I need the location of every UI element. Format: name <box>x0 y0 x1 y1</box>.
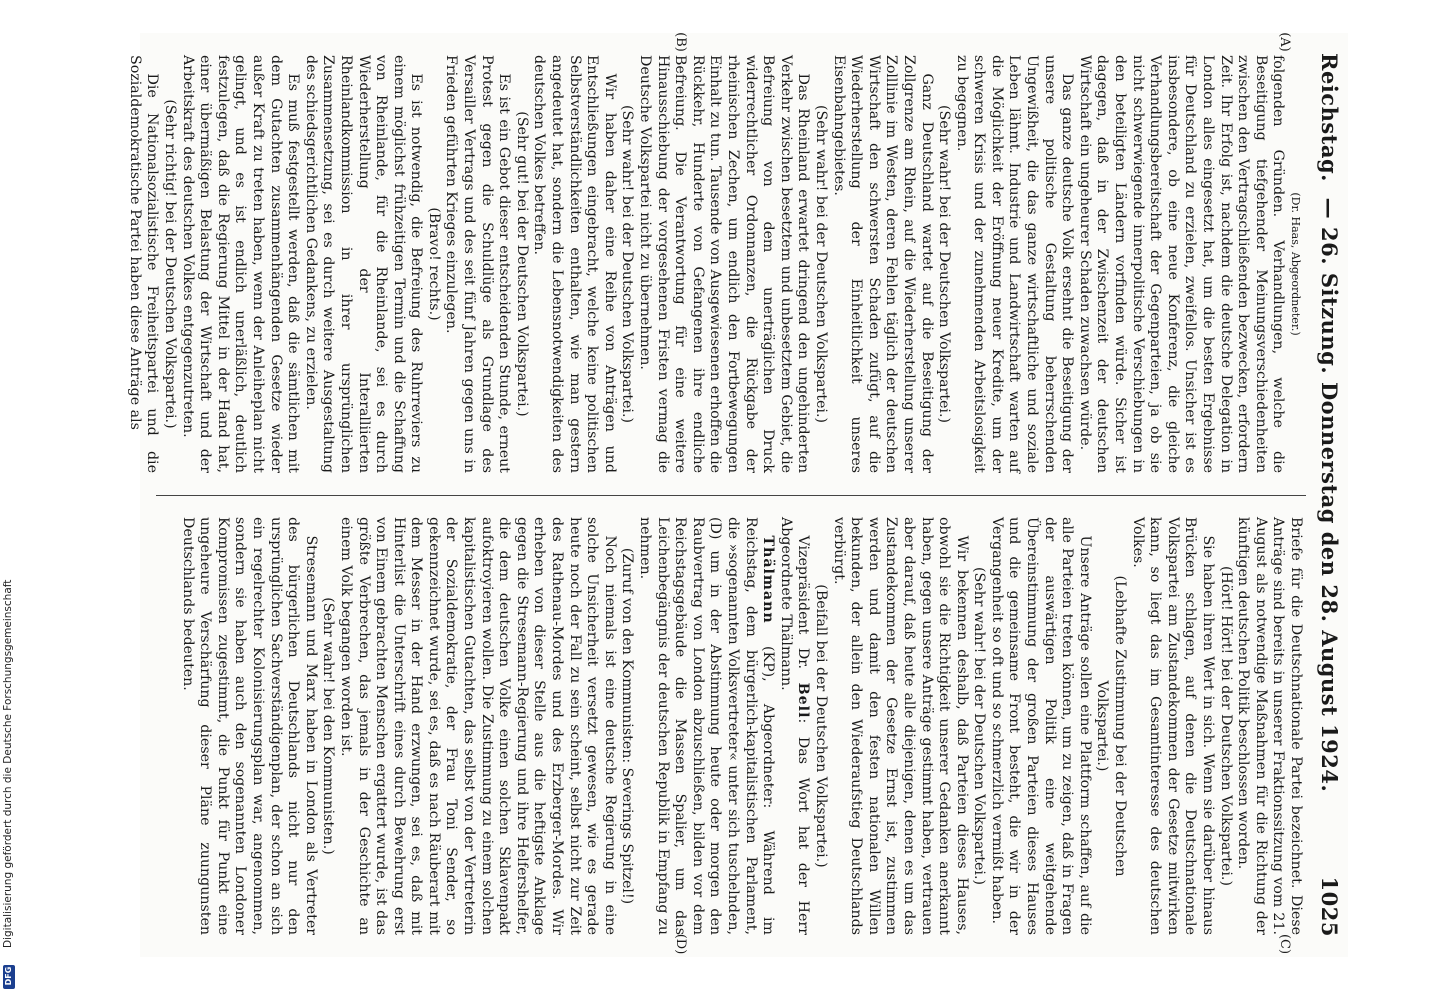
text-column-right <box>154 517 1304 935</box>
speaker-intro-suffix: : Das Wort hat der Herr Abgeordnete Thälmann. <box>777 517 812 935</box>
dfg-logo <box>3 965 15 989</box>
reaction: (Sehr wahr! bei der Deutschen Volkspartei.) <box>619 104 636 424</box>
reaction: (Sehr wahr! bei den Kommunisten.) <box>320 597 337 855</box>
reaction: (Zuruf von den Kommunisten: Severings Spitzel!) <box>619 547 636 905</box>
reaction: Volkspartei.) <box>1094 680 1111 772</box>
digitization-credit-text: Digitalisierung gefördert durch die Deutsche Forschungsgemeinschaft <box>2 579 14 948</box>
margin-marker-a: (A) <box>1277 32 1292 52</box>
speaker-name-bell: Bell <box>795 682 812 719</box>
paragraph: folgenden Gründen. Verhandlungen, welche die Beseitigung tiefgehender Meinungsverschiedenheiten zwischen den Vertragschließenden bezwecken, erfordern Zeit. Ihr Erfolg ist, nachdem die deutsche Delegation in London alles eingesetzt hat, um die besten Ergebnisse für Deutschland zu erzielen, zweifellos. Unsicher ist es insbesondere, ob eine neue Konferenz, die gleiche Verhandlungsbereitschaft der Gegenparteien, ja ob sie nicht schwerwiegende innerpolitische Verschiebungen in den beteiligten Ländern vorfinden würde. Sicher ist dagegen, daß in der Zwischenzeit der deutschen Wirtschaft ein ungeheurer Schaden zuwachsen würde. <box>1076 55 1287 473</box>
reaction: (Beifall bei der Deutschen Volkspartei.) <box>812 584 829 868</box>
paragraph: Es ist ein Gebot dieser entscheidenden Stunde, erneut Protest gegen die Schuldlüge als Grundlage des Versailler Vertrags und des seit fünf Jahren gegen uns in Frieden geführten Krieges einzulegen. <box>443 55 513 473</box>
paragraph: Wir bekennen deshalb, daß Parteien dieses Hauses, obwohl sie die Richtigkeit unserer Gedanken anerkannt haben, gegen unsere Anträge gestimmt haben, vertrauen aber darauf, daß heute alle diejenigen, denen es um das Zustandekommen der Gesetze Ernst ist, zustimmen werden und damit den festen nationalen Willen bekunden, der allein den Wiederaufstieg Deutschlands verbürgt. <box>830 517 970 935</box>
paragraph: Ganz Deutschland wartet auf die Beseitigung der Zollgrenze am Rhein, auf die Wiederherstellung unserer Zolllinie im Westen, deren Fehlen täglich der deutschen Wirtschaft den schwersten Schaden zufügt, auf die Wiederherstellung der Einheitlichkeit unseres Eisenbahngebietes. <box>830 55 935 473</box>
reaction: (Sehr wahr! bei der Deutschen Volkspartei.) <box>812 104 829 424</box>
page-header <box>1314 53 1342 937</box>
margin-marker-b: (B) <box>673 32 688 52</box>
speech-text: (KP), Abgeordneter: Während im Reichstag, dem bürgerlich-kapitalistischen Parlament, die »sogenannten Volksvertreter« unter sich tuschelnden, (D) um in der Abstimmung heute oder morgen den Raubvertrag von London abzuschließen, bilden vor dem Reichstagsgebäude die Massen Spalier, um das Leichenbegängnis der deutschen Republik in Empfang zu nehmen. <box>637 517 777 935</box>
header-session: — 26. Sitzung. Donnerstag den 28. August 1924. <box>1317 197 1342 793</box>
speech-start <box>635 517 776 935</box>
speaker-intro <box>776 517 811 935</box>
reaction: (Hört! Hört! bei der Deutschen Volkspartei.) <box>1217 566 1234 886</box>
paragraph: Stresemann und Marx haben in London als Vertreter des bürgerlichen Deutschlands nicht nur den ursprünglichen Sachverständigenplan, der schon an sich ein regelrechter Kolonisierungsplan war, angenommen, sondern sie haben auch den sogenannten Londoner Kompromissen zugestimmt, die Punkt für Punkt eine ungeheure Verschärfung dieser Pläne zuungunsten Deutschlands bedeuten. <box>179 517 319 935</box>
margin-marker-d: (D) <box>673 933 688 955</box>
paragraph: Unsere Anträge sollen eine Plattform schaffen, auf die alle Parteien treten können, um zu zeigen, daß in Fragen der auswärtigen Politik eine weitgehende Übereinstimmung der großen Parteien dieses Hauses und die gemeinsame Front besteht, die wir in der Vergangenheit so oft und so schmerzlich vermißt haben. <box>988 517 1093 935</box>
reaction: (Sehr wahr! bei der Deutschen Volkspartei.) <box>936 104 953 424</box>
speaker-intro-prefix: Vizepräsident Dr. <box>795 535 812 683</box>
paragraph: Das ganze deutsche Volk ersehnt die Beseitigung der unsere politische Gestaltung beherrschenden Ungewißheit, die das ganze wirtschaftliche und soziale Leben lähmt. Industrie und Landwirtschaft warten auf die Möglichkeit der Eröffnung neuer Kredite, um der schweren Krisis und der zunehmenden Arbeitslosigkeit zu begegnen. <box>953 55 1076 473</box>
paragraph: Noch niemals ist eine deutsche Regierung in eine solche Unsicherheit versetzt gewesen, wie es gerade heute noch der Fall zu sein scheint, selbst nicht zur Zeit des Rathenau-Mordes und des Erzberger-Mordes. Wir erheben von dieser Stelle aus die heftigste Anklage gegen die Stresemann-Regierung und ihre Helfershelfer, die dem deutschen Volke einen solchen Sklavenpakt aufoktroyieren wollen. Die Zustimmung zu einem solchen kapitalistischen Gutachten, das selbst von der Vertreterin der Sozialdemokratie, der Frau Toni Sender, so gekennzeichnet wurde, sei es, daß es nach Räuberart mit dem Messer in der Hand erzwungen, sei es, daß mit Hinterlist die Unterschrift eines durch Bewehrung erst von Einem gebrachten Menschen ergattert wurde, ist das größte Verbrechen, das jemals in der Geschichte an einem Volk begangen worden ist. <box>337 517 618 935</box>
reaction: (Lebhafte Zustimmung bei der Deutschen <box>1112 575 1129 877</box>
header-title: Reichstag. <box>1317 53 1342 182</box>
text-column-left <box>126 55 1304 473</box>
paragraph: Sie haben ihren Wert in sich. Wenn sie darüber hinaus Brücken schlagen, auf denen die Deutschnationale Volkspartei am Zustandekommen der Gesetze mitwirken kann, so liegt das im Gesamtinteresse des deutschen Volkes. <box>1129 517 1217 935</box>
scanned-page <box>126 32 1348 957</box>
reaction: (Sehr wahr! bei der Deutschen Volkspartei.) <box>971 566 988 886</box>
paragraph: Es muß festgestellt werden, daß die sämtlichen mit dem Gutachten zusammenhängenden Gesetze wieder außer Kraft zu treten haben, wenn der Anleiheplan nicht gelingt, und es ist endlich unerläßlich, deutlich festzulegen, daß die Regierung Mittel in der Hand hat, einer übermäßigen Belastung der Wirtschaft und der Arbeitskraft des deutschen Volkes entgegenzutreten. <box>179 55 302 473</box>
reaction: (Bravo! rechts.) <box>425 207 442 321</box>
margin-marker-c: (C) <box>1277 933 1292 955</box>
paragraph: Die Nationalsozialistische Freiheitspartei und die Sozialdemokratische Partei haben diese Anträge als <box>126 55 161 473</box>
paragraph: Das Rheinland erwartet dringend den ungehinderten Verkehr zwischen besetztem und unbesetztem Gebiet, die Befreiung von dem unerträglichen Druck widerrechtlicher Ordonnanzen, die Rückgabe der rheinischen Zechen, um endlich den Fortbewegungen Einhalt zu tun. Tausende von Ausgewiesenen erhoffen die Rückkehr, Hunderte von Gefangenen ihre endliche Befreiung. Die Verantwortung für eine weitere Hinausschiebung der vorgesehenen Fristen vermag die Deutsche Volkspartei nicht zu übernehmen. <box>637 55 812 473</box>
speaker-continuation: (Dr. Haas, Abgeordneter.) <box>1289 192 1302 336</box>
paragraph: Es ist notwendig, die Befreiung des Ruhrreviers zu einem möglichst frühzeitigen Termin und die Schaffung von Rheinlande, für die Rheinlande, sei es durch Wiederherstellung der Interalliierten Rheinlandkommission in ihrer ursprünglichen Zusammensetzung, sei es durch weitere Ausgestaltung des schiedsgerichtlichen Gedankens, zu erzielen. <box>302 55 425 473</box>
digitization-credit <box>2 579 16 1000</box>
reaction: (Sehr gut! bei der Deutschen Volkspartei.) <box>513 111 530 417</box>
dfg-logo-text: DFG <box>4 966 13 986</box>
reaction: (Sehr richtig! bei der Deutschen Volkspartei.) <box>162 99 178 429</box>
speaker-name-thaelmann: Thälmann <box>760 535 777 624</box>
page-number: 1025 <box>1317 876 1342 937</box>
paragraph: Briefe für die Deutschnationale Partei bezeichnet. Diese Anträge sind bereits in unserer Fraktionssitzung vom 21. August als notwendige Maßnahmen für die Richtung der künftigen deutschen Politik beschlossen worden. <box>1235 517 1304 935</box>
paragraph: Wir haben daher eine Reihe von Anträgen und Entschließungen eingebracht, welche keine politischen Selbstverständlichkeiten enthalten, wie man gestern angedeutet hat, sondern die Lebensnotwendigkeiten des deutschen Volkes betreffen. <box>531 55 618 473</box>
column-divider <box>156 495 1306 496</box>
page-content <box>126 32 1348 957</box>
